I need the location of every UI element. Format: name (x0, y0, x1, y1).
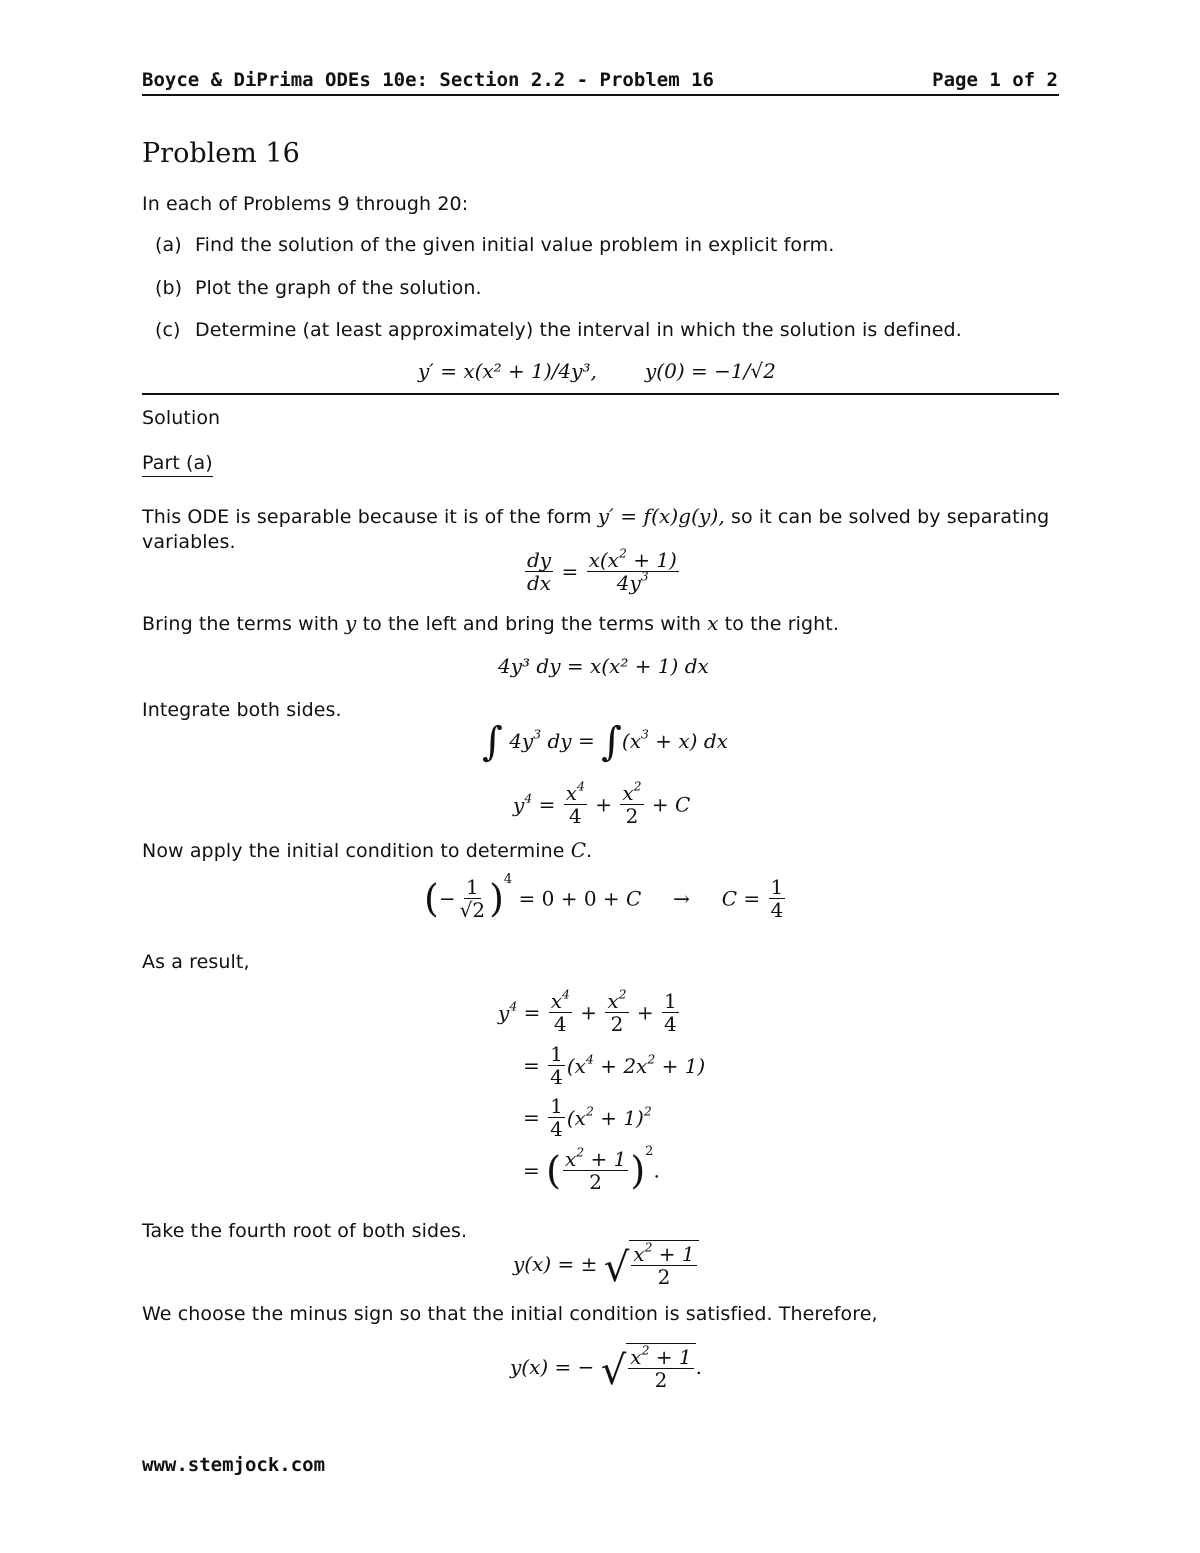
equation-separated: 4y³ dy = x(x² + 1) dx (498, 654, 709, 678)
item-a-label: (a) (155, 234, 182, 256)
item-b-text: Plot the graph of the solution. (195, 277, 482, 299)
equation-final: y(x) = − √ $\frac{x^2 + 1}{2}$ . (510, 1342, 703, 1394)
paragraph-integrate: Integrate both sides. (142, 699, 342, 721)
paragraph-apply-ic: Now apply the initial condition to determine C. (142, 838, 593, 862)
problem-intro: In each of Problems 9 through 20: (142, 193, 469, 215)
ode-equation: y′ = x(x² + 1)/4y³, (418, 359, 597, 383)
equation-find-c: (− $\frac{1}{√2}$ )$^4$ = 0 + 0 + C → C = $\frac{1}{4}$ (424, 872, 784, 922)
paragraph-fourth-root: Take the fourth root of both sides. (142, 1220, 468, 1242)
equation-plus-minus: y(x) = ± √ $\frac{x^2 + 1}{2}$ (513, 1240, 699, 1288)
initial-condition: y(0) = −1/√2 (645, 359, 776, 383)
header-page: Page 1 of 2 (932, 69, 1058, 91)
paragraph-bring-terms: Bring the terms with y to the left and bring the terms with x to the right. (142, 611, 839, 635)
equation-result-4: = ( $\frac{x^2 + 1}{2}$ )$^2$. (523, 1144, 660, 1194)
paragraph-choose-minus: We choose the minus sign so that the initial condition is satisfied. Therefore, (142, 1303, 878, 1325)
item-c-label: (c) (155, 319, 181, 341)
solution-heading: Solution (142, 407, 221, 429)
footer-url[interactable]: www.stemjock.com (142, 1454, 326, 1476)
item-b-label: (b) (155, 277, 183, 299)
paragraph-as-result: As a result, (142, 951, 250, 973)
item-a-text: Find the solution of the given initial value problem in explicit form. (195, 234, 835, 256)
equation-dydx: $\frac{dy}{dx}$ = $\frac{x(x^2 + 1)}{4y^3}$ (527, 545, 677, 595)
part-a-heading: Part (a) (142, 452, 213, 477)
equation-integrated: $y^4$ = $\frac{x^4}{4}$ + $\frac{x^2}{2}$ + C (513, 778, 691, 828)
equation-result-1: $y^4$ = $\frac{x^4}{4}$ + $\frac{x^2}{2}$ + $\frac{1}{4}$ (498, 986, 677, 1036)
paragraph-variables: variables. (142, 531, 236, 553)
problem-heading: Problem 16 (142, 138, 300, 169)
equation-result-3: = $\frac{1}{4}$ $(x^2 + 1)^2$ (523, 1094, 652, 1141)
section-rule (142, 393, 1059, 395)
equation-result-2: = $\frac{1}{4}$ $(x^4 + 2x^2 + 1)$ (523, 1042, 706, 1089)
paragraph-separable: This ODE is separable because it is of the form y′ = f(x)g(y), so it can be solved by separating (142, 504, 1050, 528)
header-title: Boyce & DiPrima ODEs 10e: Section 2.2 - Problem 16 (142, 69, 714, 91)
item-c-text: Determine (at least approximately) the interval in which the solution is defined. (195, 319, 962, 341)
header-rule (142, 94, 1059, 96)
equation-integral: ∫ $4y^3$ dy = $\int(x^3 + x)$ dx (482, 719, 728, 765)
